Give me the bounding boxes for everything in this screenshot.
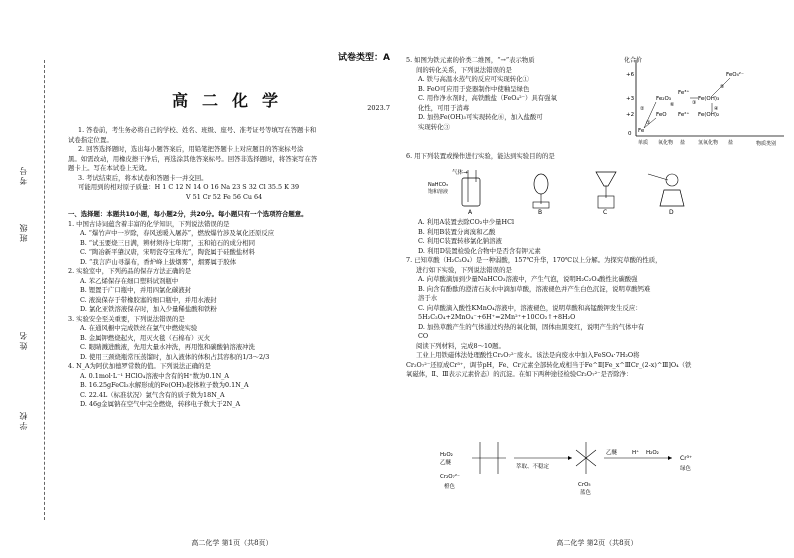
x-tick-element: 单质 [638, 140, 649, 146]
question-2-stem: 2. 实验室中，下列药品的保存方法正确的是 [68, 267, 192, 275]
page-1-footer: 高二化学 第1页（共8页） [191, 538, 273, 547]
question-6-options [406, 218, 788, 380]
q2-option-b: B. 锂置于广口瓶中，并用四氯化碳液封 [80, 286, 192, 294]
species-feo4: FeO₄²⁻ [726, 72, 744, 78]
q4-option-b: B. 16.25gFeCl₃水解形成的Fe(OH)₃胶体粒子数为0.1N_A [80, 381, 249, 389]
scheme-label: Cr³⁺ [680, 455, 693, 462]
q1-option-d: D. “我言庐山寻瀑布，香炉峰上拔烟雾”，烟雾属于胶体 [80, 257, 237, 266]
note-line: 3. 考试结束后，将本试卷和答题卡一并交回。 [78, 173, 208, 182]
arrow-label-5: ⑤ [720, 84, 725, 90]
q5-option-c: C. 用作净水剂时，高铁酸盐（FeO₄²⁻）具有强氧 [418, 94, 557, 102]
scheme-label: Cr₂O₇²⁻ [440, 474, 460, 480]
page-title: 高二化学 [171, 91, 292, 110]
exam-date: 2023.7 [367, 104, 390, 112]
binding-margin [0, 0, 60, 558]
q2-option-d: D. 氯化亚铁溶液保存时，加入少量稀盐酸和铁粉 [80, 305, 217, 313]
q4-option-d: D. 46g金属钠在空气中完全燃烧，转移电子数大于2N_A [80, 400, 241, 408]
nahco3-label: NaHCO₃ [428, 182, 448, 188]
y-tick-plus3: +3 [626, 96, 635, 102]
reading-lead: 阅读下列材料，完成8～10题。 [416, 341, 505, 350]
gas-wash-bottle [462, 178, 480, 206]
x-tick-salt: 盐 [680, 140, 686, 146]
separatory-funnel [534, 174, 548, 194]
species-fe: Fe [638, 128, 645, 134]
note-line: 试卷指定位置。 [68, 135, 113, 144]
q7-option-d-cont: CO [418, 332, 429, 340]
q7-option-d: D. 加热草酸产生的气体通过灼热的氧化铜，固体由黑变红，说明产生的气体中有 [418, 322, 645, 331]
note-line: 可能用到的相对原子质量：H 1 C 12 N 14 O 16 Na 23 S 32 Cl 35.5 K 39 [78, 183, 300, 191]
tag-d: D [669, 209, 674, 216]
question-5-stem: 5. 如图为铁元素的价类二维图，“→”表示物质 [406, 56, 535, 64]
q3-option-d-text: D. 使用三颈烧瓶常压蒸馏时，加入液体的体积占其容积的 [80, 352, 243, 361]
page-2-footer: 高二化学 第2页（共8页） [556, 538, 638, 547]
q1-option-a: A. “爆竹声中一岁除，春风送暖入屠苏”，燃放爆竹涉及氧化还原反应 [80, 229, 275, 237]
species-feoh3: Fe(OH)₃ [698, 96, 720, 102]
q4-option-a: A. 0.1mol·L⁻¹ HClO₄溶液中含有的H⁺数为0.1N_A [80, 371, 229, 380]
species-feoh2: Fe(OH)₂ [698, 112, 720, 118]
question-7-stem-2: 进行如下实验，下列说法错误的是 [416, 265, 512, 274]
q5-option-c-cont: 化性，可用于消毒 [418, 103, 470, 112]
question-5-stem-2: 间的转化关系，下列说法错误的是 [416, 65, 512, 74]
margin-school-label: 学校 [19, 410, 28, 430]
x-tick-salt-2: 盐 [728, 140, 734, 146]
apparatus-b [533, 174, 549, 216]
alcohol-lamp [660, 190, 684, 206]
q5-option-d: D. 加热Fe(OH)₃可实现转化⑥，加入盐酸可 [418, 113, 543, 121]
y-axis-label: 化合价 [624, 57, 643, 64]
q6-option-d: D. 利用D装置检验化合物中是否含有钾元素 [418, 246, 541, 255]
reaction-scheme [436, 428, 736, 500]
scheme-label: 乙醚 [606, 450, 618, 456]
q2-option-a: A. 苯乙烯保存在细口塑料试剂瓶中 [80, 276, 179, 285]
gas-inlet-label: 气体→ [452, 170, 468, 176]
dichromate-structure [472, 442, 506, 474]
scheme-label: CrO₅ [578, 482, 591, 488]
iron-valence-diagram [620, 54, 790, 146]
apparatus-a [428, 168, 480, 216]
scheme-label: H₂O₂ [440, 452, 453, 458]
page-1-column [68, 0, 396, 558]
question-3-stem: 3. 实验安全至关重要，下列说法错误的是 [68, 314, 185, 323]
arrow-label-4: ④ [714, 106, 719, 112]
scheme-label: 绿色 [680, 466, 692, 472]
note-line: 1. 答卷前，考生务必将自己的学校、姓名、班级、座号、准考证号等填写在答题卡和 [78, 126, 317, 134]
arrow-head [568, 456, 572, 460]
question-1-stem: 1. 中国古诗词蕴含着丰富的化学知识，下列说法错误的是 [68, 219, 230, 228]
q7-option-c-equation: 5H₂C₂O₄+2MnO₄⁻+6H⁺=2Mn²⁺+10CO₂↑+8H₂O [418, 313, 576, 321]
y-tick-plus6: +6 [626, 72, 635, 78]
fraction-separator: ～ [252, 352, 260, 361]
q6-option-a: A. 利用A装置去除CO₂中少量HCl [418, 218, 515, 226]
arrow-label-2: ② [640, 106, 645, 112]
binding-line [44, 60, 45, 520]
note-line: 题卡上。写在本试卷上无效。 [68, 164, 152, 172]
species-fe3plus: Fe³⁺ [678, 90, 690, 96]
q3-option-c: C. 眼睛溅进酸液，先用大量水冲洗，再用饱和碳酸钠溶液冲洗 [80, 343, 255, 351]
margin-name-label: 姓名 [19, 330, 28, 350]
q1-option-b: B. “试玉要烧三日满，辨材须待七年期”，玉和铂石的成分相同 [80, 238, 256, 247]
q3-option-a: A. 在通风橱中完成铁丝在氯气中燃烧实验 [80, 324, 198, 332]
apparatus-c [596, 172, 616, 216]
scheme-label: 乙醚 [440, 460, 452, 466]
arrow-label-1: ① [646, 120, 651, 126]
platinum-wire [648, 174, 668, 180]
notes-block [68, 126, 396, 202]
tag-c: C [603, 209, 608, 216]
reading-line: 工业上用铁磁体法处理酸性Cr₂O₇²⁻废水。该法是向废水中加入FeSO₄·7H₂O将 [416, 351, 640, 359]
question-5 [406, 56, 616, 132]
scheme-label: 蓝色 [580, 490, 592, 496]
q5-option-b: B. FeO可应用于瓷器制作中使釉呈绿色 [418, 84, 530, 93]
x-axis-label: 物质类别 [756, 141, 777, 146]
page-2-column [406, 0, 788, 558]
tag-b: B [538, 209, 543, 216]
q2-option-c: C. 液溴保存于带橡胶塞的细口瓶中，并用水液封 [80, 295, 217, 304]
question-4-stem: 4. N_A为阿伏加德罗常数的值。下列说法正确的是 [68, 362, 211, 370]
species-fe2plus: Fe²⁺ [678, 112, 690, 118]
transfer-funnel [596, 172, 616, 186]
q1-option-c: C. “陶冶新平肇汉唐，宋明瓷夺宝珠光”，陶瓷属于硅酸盐材料 [80, 248, 256, 256]
note-line: 2. 回答选择题时，选出每小题答案后，用铅笔把答题卡上对应题目的答案标号涂 [78, 145, 304, 153]
note-line: V 51 Cr 52 Fe 56 Cu 64 [186, 192, 263, 201]
section-heading: 一、选择题：本题共10小题，每小题2分，共20分。每小题只有一个选项符合题意。 [68, 210, 308, 218]
scheme-label: 橙色 [444, 484, 456, 490]
q7-option-c: C. 向草酸滴入酸性KMnO₄溶液中，溶液褪色，说明草酸和高锰酸钾发生反应： [418, 303, 642, 312]
fraction-two-thirds: 2/3 [259, 352, 270, 361]
x-tick-oxide: 氧化物 [658, 140, 674, 146]
q7-option-a: A. 向草酸滴加到少量NaHCO₃溶液中，产生气泡，说明H₂C₂O₄酸性比碳酸强 [418, 275, 638, 283]
q7-option-b-cont: 溶于水 [418, 294, 438, 302]
apparatus-d [648, 174, 684, 216]
q5-option-d-cont: 实现转化③ [418, 122, 450, 131]
reading-line: 氧磁体，Ⅱ、Ⅲ表示元素价态）的沉淀。在如下两种途径检验Cr₂O₇²⁻是否除净： [406, 370, 633, 378]
q3-option-d [68, 353, 396, 363]
apparatus-figure [426, 164, 726, 216]
q4-option-c: C. 22.4L（标准状况）氯气含有的质子数为18N_A [80, 390, 225, 399]
fraction-one-third: 1/3 [242, 352, 253, 361]
y-tick-plus2: +2 [626, 112, 635, 118]
x-tick-hydroxide: 氢氧化物 [698, 140, 719, 146]
margin-exam-no-label: 考号 [19, 165, 28, 185]
species-feo: FeO [656, 112, 667, 118]
scheme-label: H₂O₂ [646, 450, 659, 456]
arrow-label-6: ⑥ [670, 102, 675, 108]
arrow-head [668, 456, 672, 460]
reading-line: Cr₂O₇²⁻还原成Cr³⁺，调节pH，Fe、Cr元素全部转化成相当于Fe^Ⅱ[Fe_x^ⅢCr_(2-x)^Ⅲ]O₄（铁 [406, 360, 692, 369]
scheme-label: 萃取、不稳定 [516, 464, 550, 470]
saturated-solution-label: 饱和溶液 [428, 189, 449, 195]
q5-option-a: A. 铁与高温水蒸气的反应可实现转化① [418, 75, 529, 83]
arrow-label-3: ③ [692, 100, 697, 106]
scheme-label: H⁺ [632, 450, 640, 456]
note-line: 黑。如需改动，用橡皮擦干净后，再选涂其他答案标号。回答非选择题时，将答案写在答 [68, 154, 318, 163]
tag-a: A [468, 209, 473, 216]
y-tick-zero: 0 [628, 131, 632, 137]
species-fe2o3: Fe₂O₃ [656, 96, 671, 102]
paper-type: 试卷类型：A [338, 53, 390, 63]
section-1 [68, 210, 396, 410]
cro5-structure [576, 442, 596, 474]
q3-option-b: B. 金属钾燃烧起火，用灭火毯（石棉布）灭火 [80, 333, 211, 342]
question-7-stem: 7. 已知草酸（H₂C₂O₄）是一种弱酸，157℃升华，170℃以上分解。为探究草酸的性质， [406, 256, 662, 264]
question-6-stem: 6. 用下列装置或操作进行实验，能达到实验目的的是 [406, 152, 555, 160]
question-6 [406, 152, 788, 162]
q6-option-b: B. 利用B装置分离溴和乙酸 [418, 227, 496, 236]
q7-option-b: B. 向含有酚酞的澄清石灰水中滴加草酸，溶液褪色并产生白色沉淀，说明草酸钙难 [418, 284, 651, 293]
q6-option-c: C. 利用C装置转移氯化钠溶液 [418, 237, 502, 245]
margin-class-label: 班级 [19, 222, 28, 242]
